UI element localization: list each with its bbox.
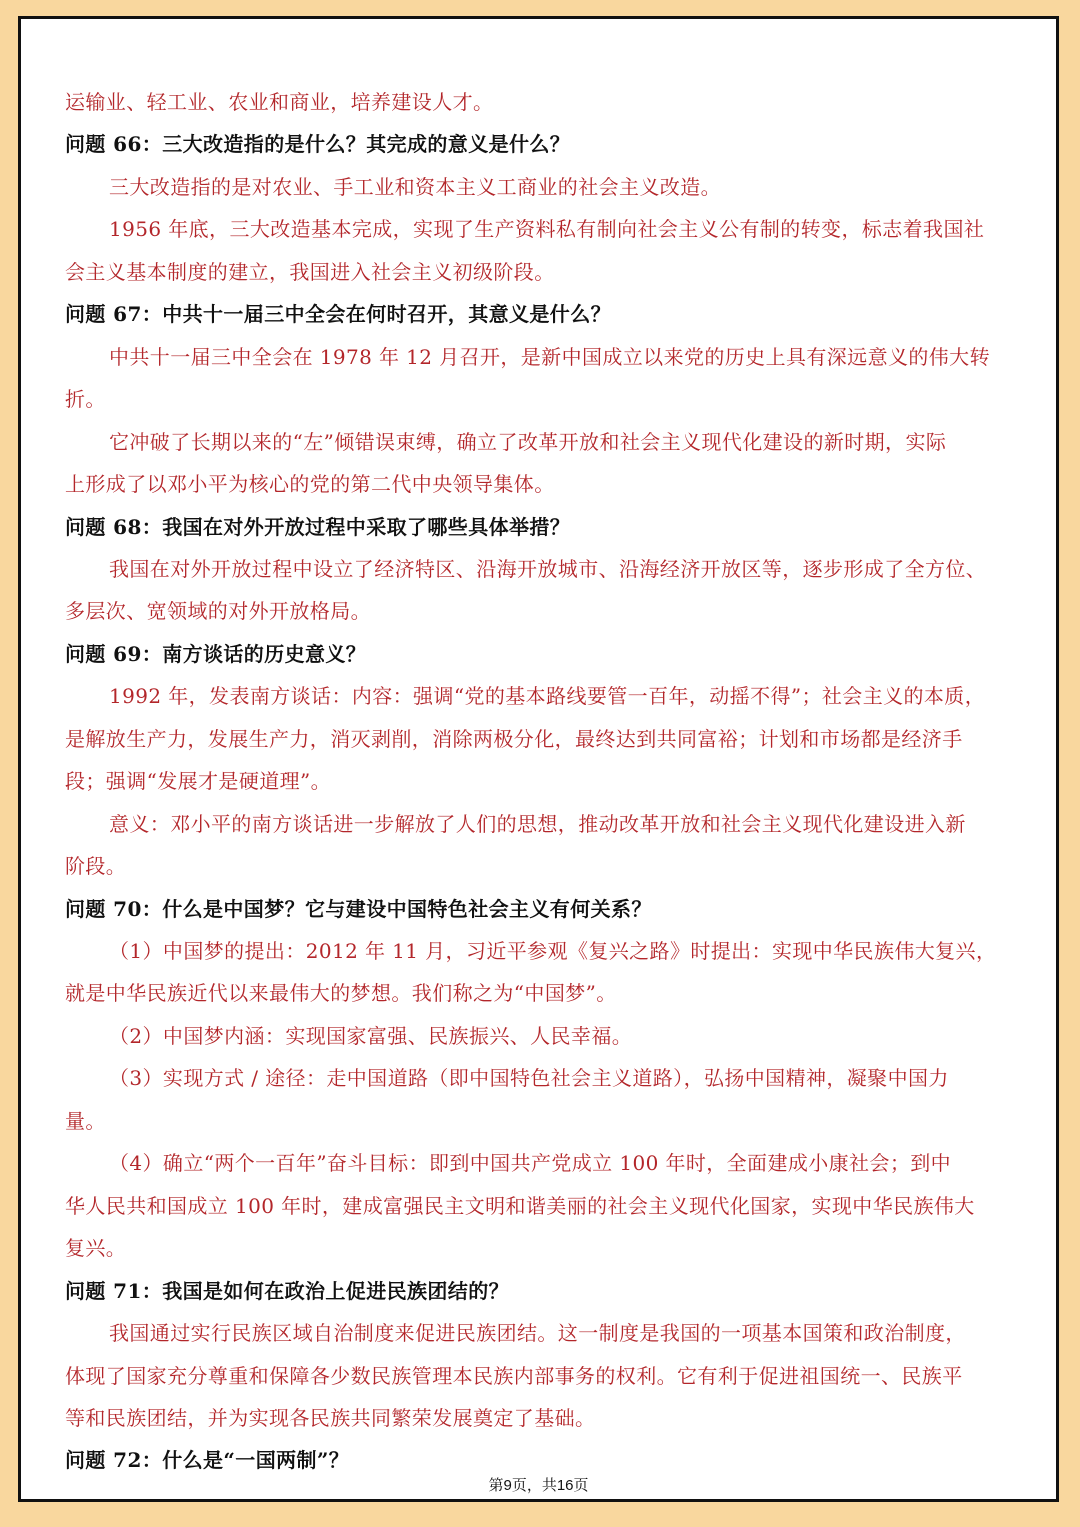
answer-text-line: 1992 年，发表南方谈话：内容：强调“党的基本路线要管一百年，动摇不得”；社会主义的本质， <box>109 684 986 709</box>
question-heading: 问题 70：什么是中国梦？它与建设中国特色社会主义有何关系？ <box>65 896 652 921</box>
answer-text-line: 1956 年底，三大改造基本完成，实现了生产资料私有制向社会主义公有制的转变，标志着我国社 <box>109 217 985 242</box>
answer-text-line: 我国在对外开放过程中设立了经济特区、沿海开放城市、沿海经济开放区等，逐步形成了全方位、 <box>109 556 987 581</box>
answer-text-line: 体现了国家充分尊重和保障各少数民族管理本民族内部事务的权利。它有利于促进祖国统一、民族平 <box>65 1363 963 1388</box>
answer-text-line: （3）实现方式 / 途径：走中国道路（即中国特色社会主义道路），弘扬中国精神，凝聚中国力 <box>109 1066 949 1091</box>
answer-text-line: 上形成了以邓小平为核心的党的第二代中央领导集体。 <box>65 472 555 497</box>
answer-text-line: 等和民族团结，并为实现各民族共同繁荣发展奠定了基础。 <box>65 1405 596 1430</box>
answer-text-line: 折。 <box>65 387 106 412</box>
question-heading: 问题 71：我国是如何在政治上促进民族团结的？ <box>65 1278 509 1303</box>
question-heading: 问题 68：我国在对外开放过程中采取了哪些具体举措？ <box>65 514 571 539</box>
answer-text-line: 阶段。 <box>65 854 127 879</box>
question-heading: 问题 66：三大改造指的是什么？其完成的意义是什么？ <box>65 132 571 157</box>
answer-text-line: 是解放生产力，发展生产力，消灭剥削，消除两极分化，最终达到共同富裕；计划和市场都是经济手 <box>65 726 963 751</box>
question-heading: 问题 72：什么是“一国两制”？ <box>65 1448 350 1473</box>
answer-text-line: 它冲破了长期以来的“左”倾错误束缚，确立了改革开放和社会主义现代化建设的新时期，实际 <box>109 429 947 454</box>
answer-text-line: 量。 <box>65 1108 106 1133</box>
answer-text-line: 段；强调“发展才是硬道理”。 <box>65 769 332 794</box>
answer-text-line: 多层次、宽领域的对外开放格局。 <box>65 599 371 624</box>
page-number: 第9页，共16页 <box>488 1477 589 1494</box>
question-heading: 问题 67：中共十一届三中全会在何时召开，其意义是什么？ <box>65 302 611 327</box>
answer-text-line: 运输业、轻工业、农业和商业，培养建设人才。 <box>65 90 494 114</box>
answer-text-line: 会主义基本制度的建立，我国进入社会主义初级阶段。 <box>65 259 555 284</box>
answer-text-line: （2）中国梦内涵：实现国家富强、民族振兴、人民幸福。 <box>109 1023 633 1048</box>
answer-text-line: 就是中华民族近代以来最伟大的梦想。我们称之为“中国梦”。 <box>65 981 617 1006</box>
answer-text-line: 三大改造指的是对农业、手工业和资本主义工商业的社会主义改造。 <box>109 174 721 199</box>
answer-text-line: （1）中国梦的提出：2012 年 11 月，习近平参观《复兴之路》时提出：实现中华民族伟大复兴， <box>109 939 997 963</box>
answer-text-line: 复兴。 <box>65 1236 127 1261</box>
answer-text-line: 意义：邓小平的南方谈话进一步解放了人们的思想，推动改革开放和社会主义现代化建设进入新 <box>109 811 966 836</box>
answer-text-line: 中共十一届三中全会在 1978 年 12 月召开，是新中国成立以来党的历史上具有深远意义的伟大转 <box>109 344 990 369</box>
answer-text-line: （4）确立“两个一百年”奋斗目标：即到中国共产党成立 100 年时，全面建成小康社会；到中 <box>109 1151 952 1176</box>
document-page <box>18 16 1059 1502</box>
answer-text-line: 我国通过实行民族区域自治制度来促进民族团结。这一制度是我国的一项基本国策和政治制度， <box>109 1321 966 1346</box>
question-heading: 问题 69：南方谈话的历史意义？ <box>65 641 367 666</box>
answer-text-line: 华人民共和国成立 100 年时，建成富强民主文明和谐美丽的社会主义现代化国家，实现中华民族伟大 <box>65 1193 975 1218</box>
